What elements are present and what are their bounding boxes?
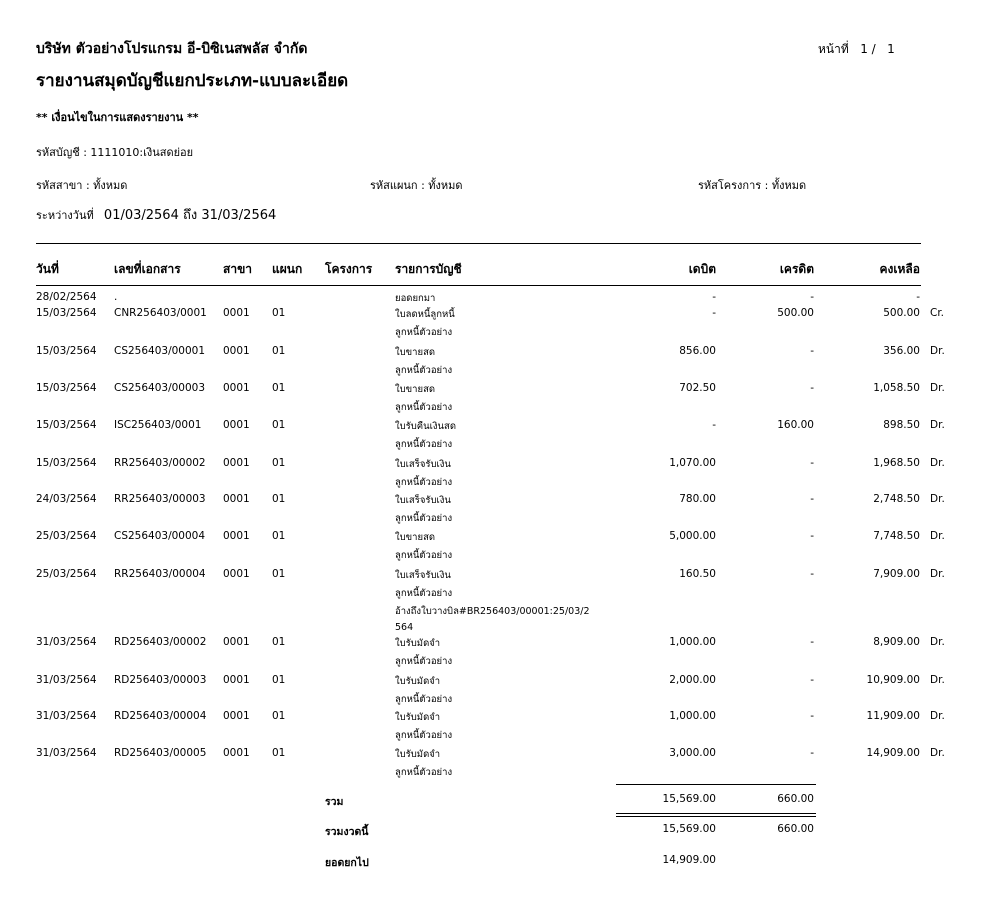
row-description-line: 564	[395, 622, 414, 633]
row-description-line: อ้างถึงใบวางบิล#BR256403/00001:25/03/2	[395, 606, 590, 617]
row-dept: 01	[272, 457, 286, 469]
row-balance-side: Dr.	[930, 345, 945, 357]
row-doc-no: RD256403/00004	[114, 710, 207, 722]
page-label: หน้าที่	[818, 42, 849, 56]
row-date: 24/03/2564	[36, 493, 97, 505]
row-balance-side: Dr.	[930, 457, 945, 469]
row-debit: 5,000.00	[669, 530, 716, 542]
row-description: ใบรับมัดจำ	[395, 676, 441, 687]
row-description: ใบขายสด	[395, 384, 436, 395]
row-date: 15/03/2564	[36, 382, 97, 394]
row-credit: -	[810, 493, 814, 505]
row-branch: 0001	[223, 530, 250, 542]
row-balance: 7,748.50	[873, 530, 920, 542]
row-description: ใบขายสด	[395, 347, 436, 358]
column-header-branch: สาขา	[223, 262, 253, 276]
conditions-heading: ** เงื่อนไขในการแสดงรายงาน **	[36, 111, 199, 124]
row-doc-no: CS256403/00003	[114, 382, 206, 394]
column-header-doc: เลขที่เอกสาร	[114, 262, 181, 276]
account-filter: รหัสบัญชี : 1111010:เงินสดย่อย	[36, 146, 194, 159]
row-debit: 702.50	[679, 382, 716, 394]
row-credit: -	[810, 636, 814, 648]
row-credit: -	[810, 345, 814, 357]
row-balance-side: Dr.	[930, 382, 945, 394]
row-date: 15/03/2564	[36, 457, 97, 469]
row-dept: 01	[272, 568, 286, 580]
row-description: ใบเสร็จรับเงิน	[395, 459, 451, 470]
row-balance: -	[916, 291, 920, 303]
row-branch: 0001	[223, 747, 250, 759]
row-dept: 01	[272, 493, 286, 505]
row-date: 28/02/2564	[36, 291, 97, 303]
row-balance: 14,909.00	[866, 747, 920, 759]
column-header-project: โครงการ	[325, 262, 373, 276]
row-doc-no: .	[114, 291, 118, 303]
row-doc-no: CNR256403/0001	[114, 307, 207, 319]
date-range-value: 01/03/2564 ถึง 31/03/2564	[103, 208, 277, 223]
row-description-line: ลูกหนี้ตัวอย่าง	[395, 550, 453, 561]
row-branch: 0001	[223, 382, 250, 394]
row-credit: -	[810, 710, 814, 722]
period-total-debit: 15,569.00	[662, 823, 716, 835]
row-description: ใบรับมัดจำ	[395, 638, 441, 649]
row-balance: 7,909.00	[873, 568, 920, 580]
row-credit: -	[810, 747, 814, 759]
row-dept: 01	[272, 382, 286, 394]
sum-credit: 660.00	[777, 793, 814, 805]
company-name: บริษัท ตัวอย่างโปรแกรม อี-บิซิเนสพลัส จำกัด	[36, 41, 308, 57]
row-date: 25/03/2564	[36, 530, 97, 542]
row-date: 31/03/2564	[36, 636, 97, 648]
row-dept: 01	[272, 419, 286, 431]
row-debit: 856.00	[679, 345, 716, 357]
row-balance: 1,968.50	[873, 457, 920, 469]
row-balance: 2,748.50	[873, 493, 920, 505]
row-doc-no: ISC256403/0001	[114, 419, 202, 431]
row-credit: -	[810, 291, 814, 303]
row-description: ยอดยกมา	[395, 293, 436, 304]
page-number	[818, 40, 895, 59]
header-bottom-rule	[36, 285, 921, 286]
row-branch: 0001	[223, 674, 250, 686]
row-dept: 01	[272, 636, 286, 648]
report-title: รายงานสมุดบัญชีแยกประเภท-แบบละเอียด	[36, 71, 349, 91]
row-branch: 0001	[223, 710, 250, 722]
row-description-line: ลูกหนี้ตัวอย่าง	[395, 588, 453, 599]
row-branch: 0001	[223, 345, 250, 357]
date-range-filter	[36, 204, 276, 225]
sum-double-rule-1	[616, 813, 816, 814]
branch-filter: รหัสสาขา : ทั้งหมด	[36, 179, 128, 192]
row-branch: 0001	[223, 568, 250, 580]
row-debit: 1,000.00	[669, 710, 716, 722]
row-debit: 3,000.00	[669, 747, 716, 759]
row-balance-side: Dr.	[930, 747, 945, 759]
row-balance-side: Cr.	[930, 307, 945, 319]
page-total: 1	[887, 42, 895, 56]
row-description: ใบรับคืนเงินสด	[395, 421, 456, 432]
column-header-date: วันที่	[36, 262, 59, 276]
column-header-credit: เครดิต	[779, 262, 814, 276]
row-branch: 0001	[223, 493, 250, 505]
row-dept: 01	[272, 710, 286, 722]
row-branch: 0001	[223, 636, 250, 648]
row-description-line: ลูกหนี้ตัวอย่าง	[395, 477, 453, 488]
column-header-desc: รายการบัญชี	[395, 262, 462, 276]
row-doc-no: RR256403/00004	[114, 568, 206, 580]
row-doc-no: RR256403/00003	[114, 493, 206, 505]
row-dept: 01	[272, 307, 286, 319]
period-total-label: รวมงวดนี้	[325, 826, 369, 838]
row-balance: 10,909.00	[866, 674, 920, 686]
row-dept: 01	[272, 747, 286, 759]
department-filter: รหัสแผนก : ทั้งหมด	[370, 179, 463, 192]
row-doc-no: CS256403/00004	[114, 530, 206, 542]
row-description-line: ลูกหนี้ตัวอย่าง	[395, 694, 453, 705]
row-description-line: ลูกหนี้ตัวอย่าง	[395, 327, 453, 338]
row-date: 31/03/2564	[36, 747, 97, 759]
row-balance-side: Dr.	[930, 568, 945, 580]
row-balance: 898.50	[883, 419, 920, 431]
row-doc-no: RD256403/00005	[114, 747, 207, 759]
column-header-balance: คงเหลือ	[879, 262, 920, 276]
row-description-line: ลูกหนี้ตัวอย่าง	[395, 767, 453, 778]
row-branch: 0001	[223, 457, 250, 469]
row-description: ใบเสร็จรับเงิน	[395, 495, 451, 506]
row-balance-side: Dr.	[930, 493, 945, 505]
row-debit: 2,000.00	[669, 674, 716, 686]
row-credit: 160.00	[777, 419, 814, 431]
row-balance: 11,909.00	[866, 710, 920, 722]
row-balance: 500.00	[883, 307, 920, 319]
row-date: 31/03/2564	[36, 710, 97, 722]
row-description: ใบขายสด	[395, 532, 436, 543]
row-dept: 01	[272, 530, 286, 542]
sum-label: รวม	[325, 796, 344, 808]
row-date: 15/03/2564	[36, 345, 97, 357]
row-credit: -	[810, 457, 814, 469]
row-debit: -	[712, 291, 716, 303]
row-balance-side: Dr.	[930, 710, 945, 722]
row-doc-no: CS256403/00001	[114, 345, 206, 357]
row-credit: 500.00	[777, 307, 814, 319]
row-doc-no: RD256403/00003	[114, 674, 207, 686]
row-doc-no: RR256403/00002	[114, 457, 206, 469]
row-debit: 1,070.00	[669, 457, 716, 469]
row-dept: 01	[272, 674, 286, 686]
column-header-dept: แผนก	[272, 262, 303, 276]
row-credit: -	[810, 674, 814, 686]
row-credit: -	[810, 382, 814, 394]
row-debit: -	[712, 307, 716, 319]
row-description-line: ลูกหนี้ตัวอย่าง	[395, 402, 453, 413]
row-balance: 356.00	[883, 345, 920, 357]
row-balance-side: Dr.	[930, 419, 945, 431]
row-balance: 1,058.50	[873, 382, 920, 394]
row-description-line: ลูกหนี้ตัวอย่าง	[395, 730, 453, 741]
row-credit: -	[810, 530, 814, 542]
row-description-line: ลูกหนี้ตัวอย่าง	[395, 656, 453, 667]
row-balance-side: Dr.	[930, 674, 945, 686]
row-description: ใบรับมัดจำ	[395, 712, 441, 723]
row-description: ใบเสร็จรับเงิน	[395, 570, 451, 581]
table-top-rule	[36, 243, 921, 244]
row-balance: 8,909.00	[873, 636, 920, 648]
row-doc-no: RD256403/00002	[114, 636, 207, 648]
row-debit: 160.50	[679, 568, 716, 580]
sum-top-rule	[616, 784, 816, 785]
row-branch: 0001	[223, 419, 250, 431]
period-total-credit: 660.00	[777, 823, 814, 835]
project-filter: รหัสโครงการ : ทั้งหมด	[698, 179, 807, 192]
row-dept: 01	[272, 345, 286, 357]
sum-debit: 15,569.00	[662, 793, 716, 805]
row-description-line: ลูกหนี้ตัวอย่าง	[395, 365, 453, 376]
page-current: 1 /	[860, 42, 876, 56]
row-description: ใบลดหนี้ลูกหนี้	[395, 309, 455, 320]
row-branch: 0001	[223, 307, 250, 319]
row-debit: 1,000.00	[669, 636, 716, 648]
row-description-line: ลูกหนี้ตัวอย่าง	[395, 513, 453, 524]
date-range-label: ระหว่างวันที่	[36, 209, 94, 222]
carry-forward-value: 14,909.00	[662, 854, 716, 866]
row-balance-side: Dr.	[930, 636, 945, 648]
row-credit: -	[810, 568, 814, 580]
row-description: ใบรับมัดจำ	[395, 749, 441, 760]
row-date: 15/03/2564	[36, 419, 97, 431]
row-date: 31/03/2564	[36, 674, 97, 686]
row-date: 15/03/2564	[36, 307, 97, 319]
carry-forward-label: ยอดยกไป	[325, 857, 369, 869]
row-balance-side: Dr.	[930, 530, 945, 542]
row-debit: 780.00	[679, 493, 716, 505]
row-debit: -	[712, 419, 716, 431]
row-description-line: ลูกหนี้ตัวอย่าง	[395, 439, 453, 450]
column-header-debit: เดบิต	[688, 262, 716, 276]
row-date: 25/03/2564	[36, 568, 97, 580]
sum-double-rule-2	[616, 816, 816, 817]
